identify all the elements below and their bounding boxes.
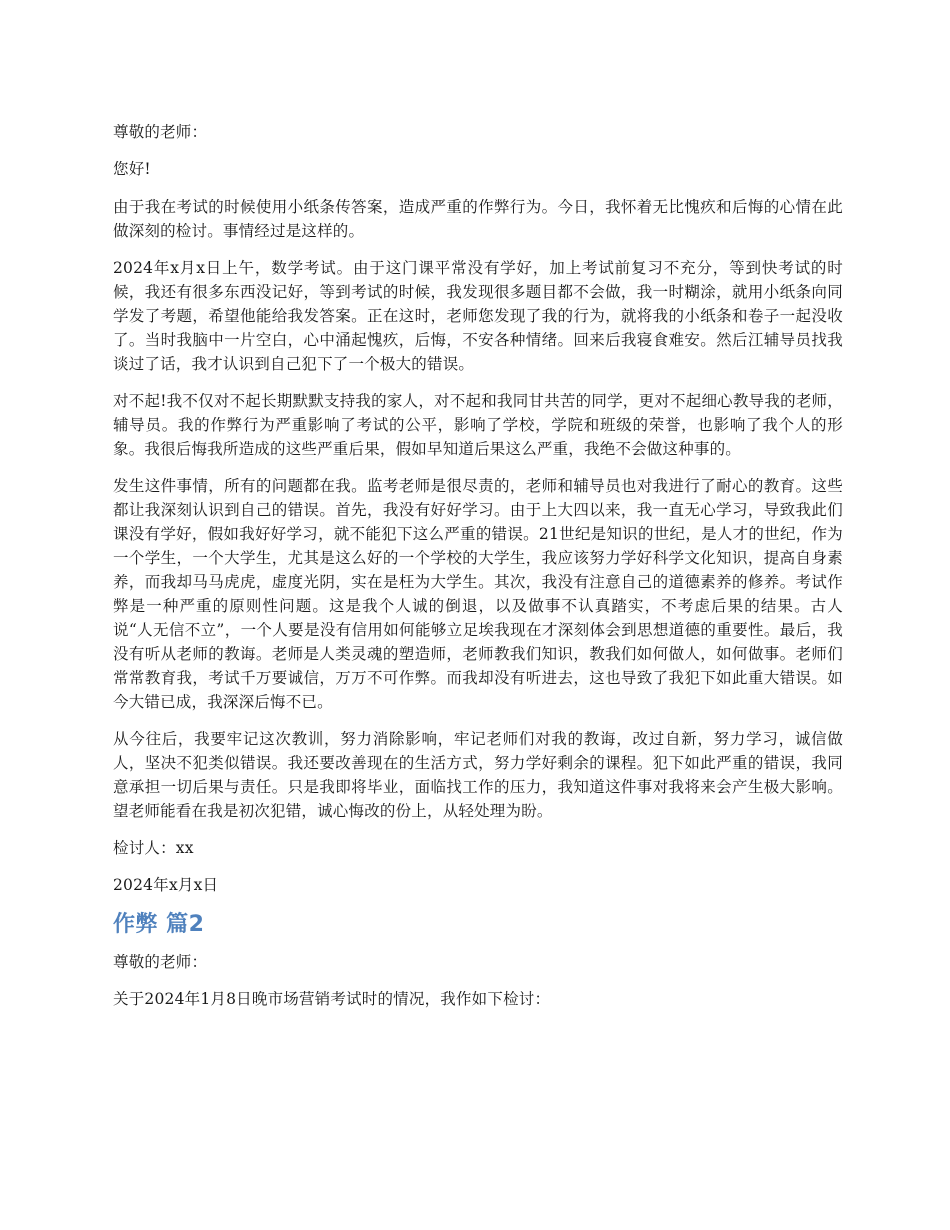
signer: 检讨人：xx xyxy=(113,839,194,857)
paragraph: 由于我在考试的时候使用小纸条传答案，造成严重的作弊行为。今日，我怀着无比愧疚和后悔的心情在此做深刻的检讨。事情经过是这样的。 xyxy=(113,198,843,240)
date: 2024年x月x日 xyxy=(113,876,219,894)
section-heading: 作弊 篇2 xyxy=(113,912,205,937)
paragraph: 从今往后，我要牢记这次教训，努力消除影响，牢记老师们对我的教诲，改过自新，努力学习，诚信做人，坚决不犯类似错误。我还要改善现在的生活方式，努力学好剩余的课程。犯下如此严重的错误，我同意承担一切后果与责任。只是我即将毕业，面临找工作的压力，我知道这件事对我将来会产生极大影响。望老师能看在我是初次犯错，诚心悔改的份上，从轻处理为盼。 xyxy=(113,730,843,820)
paragraph: 对不起!我不仅对不起长期默默支持我的家人，对不起和我同甘共苦的同学，更对不起细心教导我的老师，辅导员。我的作弊行为严重影响了考试的公平，影响了学校，学院和班级的荣誉，也影响了我个人的形象。我很后悔我所造成的这些严重后果，假如早知道后果这么严重，我绝不会做这种事的。 xyxy=(113,392,843,458)
salutation-2: 尊敬的老师： xyxy=(113,953,208,971)
greeting: 您好! xyxy=(113,160,151,178)
intro-paragraph: 关于2024年1月8日晚市场营销考试时的情况，我作如下检讨： xyxy=(113,990,551,1008)
paragraph: 发生这件事情，所有的问题都在我。监考老师是很尽责的，老师和辅导员也对我进行了耐心的教育。这些都让我深刻认识到自己的错误。首先，我没有好好学习。由于上大四以来，我一直无心学习，导致我此们课没有学好，假如我好好学习，就不能犯下这么严重的错误。21世纪是知识的世纪，是人才的世纪，作为一个学生，一个大学生，尤其是这么好的一个学校的大学生，我应该努力学好科学文化知识，提高自身素养，而我却马马虎虎，虚度光阴，实在是枉为大学生。其次，我没有注意自己的道德素养的修养。考试作弊是一种严重的原则性问题。这是我个人诚的倒退，以及做事不认真踏实，不考虑后果的结果。古人说“人无信不立”，一个人要是没有信用如何能够立足埃我现在才深刻体会到思想道德的重要性。最后，我没有听从老师的教诲。老师是人类灵魂的塑造师，老师教我们知识，教我们如何做人，如何做事。老师们常常教育我，考试千万要诚信，万万不可作弊。而我却没有听进去，这也导致了我犯下如此重大错误。如今大错已成，我深深后悔不已。 xyxy=(113,477,843,711)
paragraph: 2024年x月x日上午，数学考试。由于这门课平常没有学好，加上考试前复习不充分，等到快考试的时候，我还有很多东西没记好，等到考试的时候，我发现很多题目都不会做，我一时糊涂，就用小纸条向同学发了考题，希望他能给我发答案。正在这时，老师您发现了我的行为，就将我的小纸条和卷子一起没收了。当时我脑中一片空白，心中涌起愧疚，后悔，不安各种情绪。回来后我寝食难安。然后江辅导员找我谈过了话，我才认识到自己犯下了一个极大的错误。 xyxy=(113,259,843,373)
document-page xyxy=(113,120,843,1024)
salutation: 尊敬的老师： xyxy=(113,123,208,141)
